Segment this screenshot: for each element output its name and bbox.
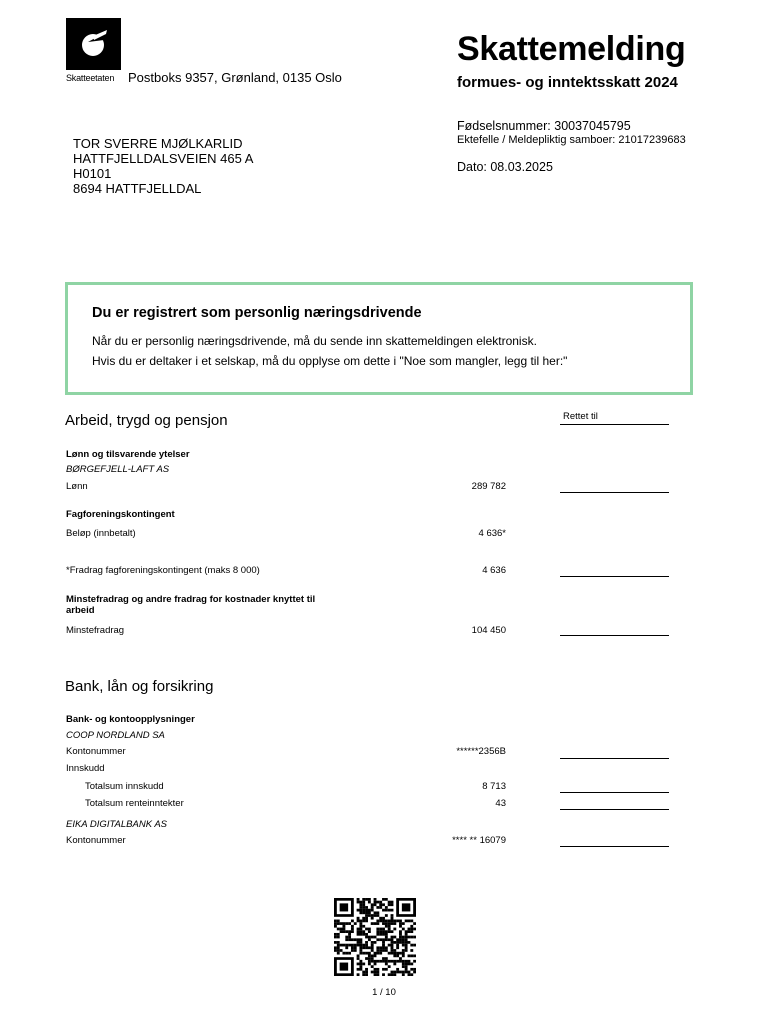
- row-value: 104 450: [471, 625, 506, 636]
- document-subtitle: formues- og inntektsskatt 2024: [457, 74, 678, 91]
- row-label: Kontonummer: [66, 835, 126, 846]
- correction-column-rule: [560, 424, 669, 425]
- notice-title: Du er registrert som personlig næringsdrivende: [92, 305, 422, 321]
- bank-name: COOP NORDLAND SA: [66, 730, 165, 741]
- qr-code-icon: [334, 898, 416, 976]
- group-title: Fagforeningskontingent: [66, 509, 175, 520]
- correction-column-label: Rettet til: [563, 411, 598, 422]
- correction-field[interactable]: [560, 758, 669, 759]
- logo-mark-icon: [66, 18, 121, 70]
- correction-field[interactable]: [560, 576, 669, 577]
- correction-field[interactable]: [560, 492, 669, 493]
- group-title: arbeid: [66, 605, 95, 616]
- row-value: 289 782: [471, 481, 506, 492]
- section-title-bank: Bank, lån og forsikring: [65, 678, 214, 695]
- notice-text: Når du er personlig næringsdrivende, må du sende inn skattemeldingen elektronisk.: [92, 334, 537, 348]
- row-value: 4 636: [482, 565, 506, 576]
- row-label: Beløp (innbetalt): [66, 528, 136, 539]
- correction-field[interactable]: [560, 846, 669, 847]
- row-label: Minstefradrag: [66, 625, 125, 636]
- recipient-address: [73, 136, 253, 196]
- notice-text: Hvis du er deltaker i et selskap, må du opplyse om dette i "Noe som mangler, legg til her:": [92, 354, 568, 368]
- section-title-work: Arbeid, trygd og pensjon: [65, 412, 228, 429]
- notice-box: [65, 282, 693, 395]
- correction-field[interactable]: [560, 809, 669, 810]
- row-label: *Fradrag fagforeningskontingent (maks 8 000): [66, 565, 260, 576]
- logo-text: Skatteetaten: [66, 73, 115, 83]
- document-title: Skattemelding: [457, 30, 686, 68]
- account-number: **** ** 16079: [452, 835, 506, 846]
- postal-address: Postboks 9357, Grønland, 0135 Oslo: [128, 70, 342, 85]
- group-title: Bank- og kontoopplysninger: [66, 714, 195, 725]
- address-line: TOR SVERRE MJØLKARLID: [73, 136, 243, 151]
- row-label: Totalsum innskudd: [85, 781, 164, 792]
- employer-name: BØRGEFJELL-LAFT AS: [66, 464, 170, 475]
- row-label: Totalsum renteinntekter: [85, 798, 184, 809]
- row-label: Kontonummer: [66, 746, 126, 757]
- address-line: HATTFJELLDALSVEIEN 465 A: [73, 151, 254, 166]
- id-number: Fødselsnummer: 30037045795: [457, 119, 631, 133]
- row-value: 4 636*: [478, 528, 506, 539]
- group-title: Lønn og tilsvarende ytelser: [66, 449, 190, 460]
- correction-field[interactable]: [560, 635, 669, 636]
- document-date: Dato: 08.03.2025: [457, 160, 553, 174]
- group-title: Minstefradrag og andre fradrag for kostnader knyttet til: [66, 594, 316, 605]
- address-line: 8694 HATTFJELLDAL: [73, 181, 202, 196]
- spouse-id: Ektefelle / Meldepliktig samboer: 21017239683: [457, 134, 686, 146]
- bank-name: EIKA DIGITALBANK AS: [66, 819, 168, 830]
- row-label: Innskudd: [66, 763, 105, 774]
- account-number: ******2356B: [456, 746, 506, 757]
- page-number: 1 / 10: [372, 987, 396, 998]
- skatteetaten-logo: [66, 18, 121, 70]
- address-line: H0101: [73, 166, 112, 181]
- row-value: 43: [495, 798, 506, 809]
- row-value: 8 713: [482, 781, 506, 792]
- row-label: Lønn: [66, 481, 88, 492]
- correction-field[interactable]: [560, 792, 669, 793]
